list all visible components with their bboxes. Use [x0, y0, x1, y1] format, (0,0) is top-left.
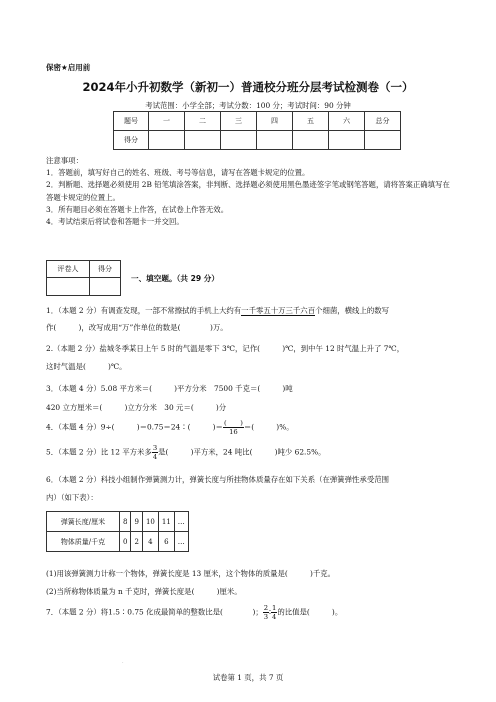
grader-table: [46, 260, 121, 296]
fraction-denominator: 16: [229, 428, 238, 436]
question-3-line-1: 3．（本题 4 分）5.08 平方米＝( )平方分米 7500 千克＝( )吨: [46, 384, 293, 393]
score-cell: 六: [329, 112, 365, 131]
fraction-numerator: 3: [152, 444, 158, 452]
spring-cell: 弹簧长度/厘米: [47, 512, 120, 532]
fraction-numerator: 2: [263, 604, 269, 612]
section-title: 一、填空题。（共 29 分）: [131, 274, 219, 283]
q1-underlined-number: 一千零五十万三千六百: [241, 306, 316, 315]
q1-text: 个细菌，横线上的数写: [315, 306, 390, 315]
score-cell: 三: [221, 112, 257, 131]
q7-text: 的比值是( )。: [277, 607, 343, 617]
question-1-line-2: 作( )，改写成用“万”作单位的数是( )万。: [46, 323, 228, 332]
fraction-numerator: ( ): [223, 419, 243, 427]
question-2-line-2: 这时气温是( )℃。: [46, 362, 127, 371]
q5-text: 5．（本题 2 分）比 12 平方米多: [46, 447, 152, 457]
score-table-score-row: [114, 131, 401, 150]
score-cell: 总分: [365, 112, 401, 131]
score-blank[interactable]: [329, 131, 365, 150]
spring-table-row: [47, 532, 189, 552]
q1-text: 1．（本题 2 分）有调查发现，一部不常擦拭的手机上大约有: [46, 306, 242, 315]
q7-text: 7．（本题 2 分）将1.5∶0.75 化成最简单的整数比是( )；: [46, 607, 263, 617]
spring-cell: 2: [131, 532, 142, 552]
note-item: 1．答题前，填写好自己的姓名、班级、考号等信息，请写在答题卡规定的位置。: [46, 168, 310, 178]
exam-info: 考试范围：小学全部；考试分数：100 分；考试时间：90 分钟: [145, 101, 351, 110]
q4-fraction: [223, 419, 244, 436]
score-cell: 二: [185, 112, 221, 131]
fraction-denominator: 4: [271, 613, 277, 621]
score-cell: 题号: [114, 112, 149, 131]
spring-table: [46, 511, 189, 552]
question-4: [46, 419, 458, 436]
spring-cell: 11: [158, 512, 174, 532]
question-6-sub-2: (2)当所称物体质量为 n 千克时，弹簧长度是( )厘米。: [46, 587, 242, 596]
notes-section: [46, 155, 456, 228]
score-cell: 一: [149, 112, 185, 131]
score-table: [113, 111, 401, 150]
spring-cell: 0: [120, 532, 131, 552]
score-blank[interactable]: [90, 278, 121, 296]
confidential-mark: 保密★启用前: [46, 63, 91, 72]
question-2-line-1: 2.（本题 2 分）盐城冬季某日上午 5 时的气温是零下 3℃，记作( )℃，到中午 12 时气温上升了 7℃，: [46, 344, 405, 353]
note-item: 3．所有题目必须在答题卡上作答，在试卷上作答无效。: [46, 204, 229, 214]
question-7: [46, 604, 458, 621]
spring-cell: 4: [142, 532, 158, 552]
score-blank[interactable]: [221, 131, 257, 150]
spring-cell: …: [174, 532, 188, 552]
spring-cell: 物体质量/千克: [47, 532, 120, 552]
spring-cell: 6: [158, 532, 174, 552]
question-6-line-1: 6．（本题 2 分）科技小组制作弹簧测力计，弹簧长度与所挂物体质量存在如下关系（在弹簧弹性承受范围: [46, 475, 389, 484]
q5-text: 是( )平方米，24 吨比( )吨少 62.5%。: [158, 447, 326, 457]
question-1-line-1: [46, 305, 458, 316]
score-blank[interactable]: [293, 131, 329, 150]
spring-cell: 9: [131, 512, 142, 532]
note-item: 2．判断题、选择题必须使用 2B 铅笔填涂答案，非判断、选择题必须使用黑色墨迹签字笔或钢笔答题，请将答案正确填写在答题卡规定的位置上。: [46, 180, 450, 202]
score-blank[interactable]: [185, 131, 221, 150]
grader-label: 评卷人: [47, 261, 90, 278]
question-3-line-2: 420 立方厘米＝( )立方分米 30 元＝( )分: [46, 403, 227, 412]
score-cell: 五: [293, 112, 329, 131]
q7-ratio-sign: ∶: [269, 607, 271, 617]
score-blank[interactable]: [257, 131, 293, 150]
fraction-denominator: 4: [152, 453, 158, 461]
spring-table-row: [47, 512, 189, 532]
fraction-numerator: 1: [271, 604, 277, 612]
fraction-denominator: 3: [263, 613, 269, 621]
spring-cell: …: [174, 512, 188, 532]
question-6-sub-1: (1)用该弹簧测力计称一个物体，弹簧长度是 13 厘米，这个物体的质量是( )千克。: [46, 569, 336, 578]
exam-title: 2024年小升初数学（新初一）普通校分班分层考试检测卷（一）: [82, 80, 414, 94]
score-label: 得分: [90, 261, 121, 278]
note-item: 4．考试结束后将试卷和答题卡一并交回。: [46, 217, 184, 227]
page-footer: 试卷第 1 页，共 7 页: [212, 673, 284, 682]
q4-text: ＝( )%。: [243, 422, 294, 432]
grader-blank[interactable]: [47, 278, 90, 296]
score-blank[interactable]: [365, 131, 401, 150]
notes-title: 注意事项：: [46, 156, 83, 165]
spring-cell: 10: [142, 512, 158, 532]
question-6-line-2: 内）（如下表）：: [46, 493, 98, 502]
score-blank[interactable]: [149, 131, 185, 150]
score-table-header-row: [114, 112, 401, 131]
question-5: [46, 444, 458, 461]
q4-text: 4．（本题 4 分）9÷( )＝0.75＝24∶( )＝: [46, 422, 223, 432]
stray-dot: ·: [122, 660, 124, 666]
score-cell: 四: [257, 112, 293, 131]
spring-cell: 8: [120, 512, 131, 532]
score-cell: 得分: [114, 131, 149, 150]
